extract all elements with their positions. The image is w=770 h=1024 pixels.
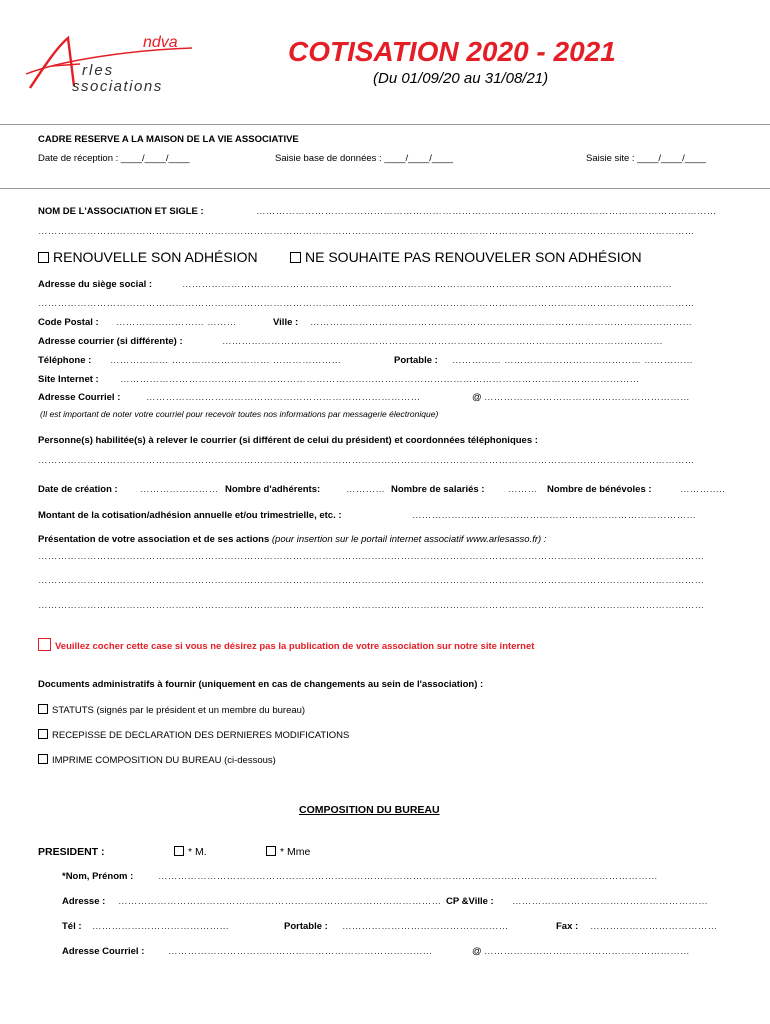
logo-text-ndva: ndva [143, 34, 178, 51]
president-courriel-label: Adresse Courriel : [62, 946, 145, 957]
adresse-siege-field[interactable]: …………………………………………………………………………………………………………………………………… [182, 279, 672, 290]
ville-field[interactable]: ……………………………………………………………………………………………………… [310, 317, 693, 328]
nom-association-field-2[interactable]: ………………………………………………………………………………………………………………………………………………………………………………… [38, 226, 695, 237]
document-item[interactable] [38, 704, 305, 716]
document-checkbox[interactable] [38, 754, 48, 764]
reserve-saisie-site: Saisie site : ____/____/____ [586, 153, 706, 164]
president-mme-option[interactable] [266, 846, 310, 858]
courriel-note: (Il est important de noter votre courriel pour recevoir toutes nos informations par messagerie électronique) [40, 409, 439, 419]
president-nom-prenom-field[interactable]: ……………………………………………………………………………………………………………………………………… [158, 871, 658, 882]
logo-text-associations: ssociations [72, 78, 163, 95]
presentation-field-3[interactable]: …………………………………………………………………………………………………………………………………………………………………………………… [38, 600, 705, 611]
adresse-courrier-field[interactable]: ……………………………………………………………………………………………………………………… [222, 336, 663, 347]
montant-cotisation-label: Montant de la cotisation/adhésion annuelle et/ou trimestrielle, etc. : [38, 510, 342, 521]
telephone-field[interactable]: ……………… ………………………… ………………… [110, 355, 342, 366]
president-mme-checkbox[interactable] [266, 846, 276, 856]
publication-optout-label: Veuillez cocher cette case si vous ne désirez pas la publication de votre association sur notre site internet [55, 641, 535, 652]
president-cp-ville-field[interactable]: …………………………………………………… [512, 896, 708, 907]
president-fax-field[interactable]: ………………………………… [590, 921, 718, 932]
document-label: STATUTS (signés par le président et un membre du bureau) [52, 705, 306, 716]
reserve-saisie-base: Saisie base de données : ____/____/____ [275, 153, 454, 164]
courriel-at-sign: @ [472, 392, 482, 403]
nb-benevoles-field[interactable]: ………….. [680, 484, 726, 495]
nb-benevoles-label: Nombre de bénévoles : [547, 484, 652, 495]
renouvelle-label: RENOUVELLE SON ADHÉSION [53, 249, 258, 265]
nb-salaries-field[interactable]: ……… [508, 484, 538, 495]
president-m-label: * M. [188, 846, 207, 858]
document-checkbox[interactable] [38, 729, 48, 739]
president-adresse-field[interactable]: ……………………………………………………………………………………… [118, 896, 442, 907]
adresse-siege-field-2[interactable]: ………………………………………………………………………………………………………………………………………………………………………………… [38, 298, 695, 309]
presentation-line [38, 534, 546, 545]
nom-association-field[interactable]: …………………………………………………………………………………………………………………………… [256, 206, 717, 217]
presentation-label: Présentation de votre association et de ses actions [38, 534, 270, 545]
president-m-checkbox[interactable] [174, 846, 184, 856]
personnes-habilitees-label: Personne(s) habilitée(s) à relever le courrier (si différent de celui du président) et coordonnées téléphoniques : [38, 435, 538, 446]
nb-salaries-label: Nombre de salariés : [391, 484, 485, 495]
date-creation-field[interactable]: …………………… [140, 484, 219, 495]
presentation-field-1[interactable]: …………………………………………………………………………………………………………………………………………………………………………………… [38, 551, 705, 562]
logo-text-rles: rles [82, 62, 115, 79]
bureau-title: COMPOSITION DU BUREAU [299, 804, 440, 816]
ville-label: Ville : [273, 317, 299, 328]
nb-adherents-label: Nombre d'adhérents: [225, 484, 321, 495]
reserve-top-divider [0, 124, 770, 125]
president-courriel-field-user[interactable]: ……………………………………………………………………… [168, 946, 433, 957]
code-postal-field[interactable]: ……………………… ……… [116, 317, 237, 328]
president-nom-prenom-label: *Nom, Prénom : [62, 871, 134, 882]
portable-label: Portable : [394, 355, 438, 366]
publication-optout-checkbox[interactable] [38, 638, 51, 651]
renouvelle-option[interactable] [38, 249, 258, 265]
president-m-option[interactable] [174, 846, 207, 858]
reserve-title: CADRE RESERVE A LA MAISON DE LA VIE ASSOCIATIVE [38, 134, 299, 145]
president-cp-ville-label: CP &Ville : [446, 896, 494, 907]
site-internet-field[interactable]: …………………………………………………………………………………………………………………………………………… [120, 374, 640, 385]
adresse-courriel-field-domain[interactable]: ……………………………………………………… [484, 392, 690, 403]
reserve-date-reception: Date de réception : ____/____/____ [38, 153, 190, 164]
president-fax-label: Fax : [556, 921, 579, 932]
document-checkbox[interactable] [38, 704, 48, 714]
president-adresse-label: Adresse : [62, 896, 106, 907]
president-courriel-at-sign: @ [472, 946, 482, 957]
president-portable-field[interactable]: …………………………………………… [342, 921, 509, 932]
ne-renouvelle-label: NE SOUHAITE PAS RENOUVELER SON ADHÉSION [305, 249, 642, 265]
page-subtitle: (Du 01/09/20 au 31/08/21) [373, 70, 549, 87]
code-postal-label: Code Postal : [38, 317, 99, 328]
site-internet-label: Site Internet : [38, 374, 99, 385]
president-portable-label: Portable : [284, 921, 328, 932]
telephone-label: Téléphone : [38, 355, 92, 366]
presentation-field-2[interactable]: …………………………………………………………………………………………………………………………………………………………………………………… [38, 575, 705, 586]
adresse-courrier-label: Adresse courrier (si différente) : [38, 336, 183, 347]
renouvelle-checkbox[interactable] [38, 252, 49, 263]
adresse-courriel-label: Adresse Courriel : [38, 392, 121, 403]
president-label: PRESIDENT : [38, 846, 105, 858]
document-item[interactable] [38, 729, 349, 741]
ne-renouvelle-checkbox[interactable] [290, 252, 301, 263]
president-tel-label: Tél : [62, 921, 82, 932]
president-tel-field[interactable]: …………………………………… [92, 921, 230, 932]
document-label: IMPRIME COMPOSITION DU BUREAU (ci-dessous) [52, 755, 276, 766]
nom-association-label: NOM DE L'ASSOCIATION ET SIGLE : [38, 206, 204, 217]
documents-title: Documents administratifs à fournir (uniquement en cas de changements au sein de l'association) : [38, 679, 484, 690]
document-label: RECEPISSE DE DECLARATION DES DERNIERES MODIFICATIONS [52, 730, 350, 741]
document-item[interactable] [38, 754, 276, 766]
adresse-siege-label: Adresse du siège social : [38, 279, 153, 290]
page-title: COTISATION 2020 - 2021 [288, 36, 616, 67]
personnes-habilitees-field[interactable]: ………………………………………………………………………………………………………………………………………………………………………………… [38, 455, 695, 466]
publication-optout[interactable] [38, 638, 534, 652]
date-creation-label: Date de création : [38, 484, 118, 495]
reserve-bottom-divider [0, 188, 770, 189]
nb-adherents-field[interactable]: ………… [346, 484, 386, 495]
adresse-courriel-field-user[interactable]: ………………………………………………………………………… [146, 392, 421, 403]
presentation-note: (pour insertion sur le portail internet associatif www.arlesasso.fr) : [271, 534, 547, 545]
montant-cotisation-field[interactable]: …………………………………………………………………………… [412, 510, 697, 521]
president-courriel-field-domain[interactable]: ……………………………………………………… [484, 946, 690, 957]
president-mme-label: * Mme [280, 846, 311, 858]
portable-field[interactable]: …………… …………………………………… …………… [452, 355, 694, 366]
ne-renouvelle-option[interactable] [290, 249, 642, 265]
